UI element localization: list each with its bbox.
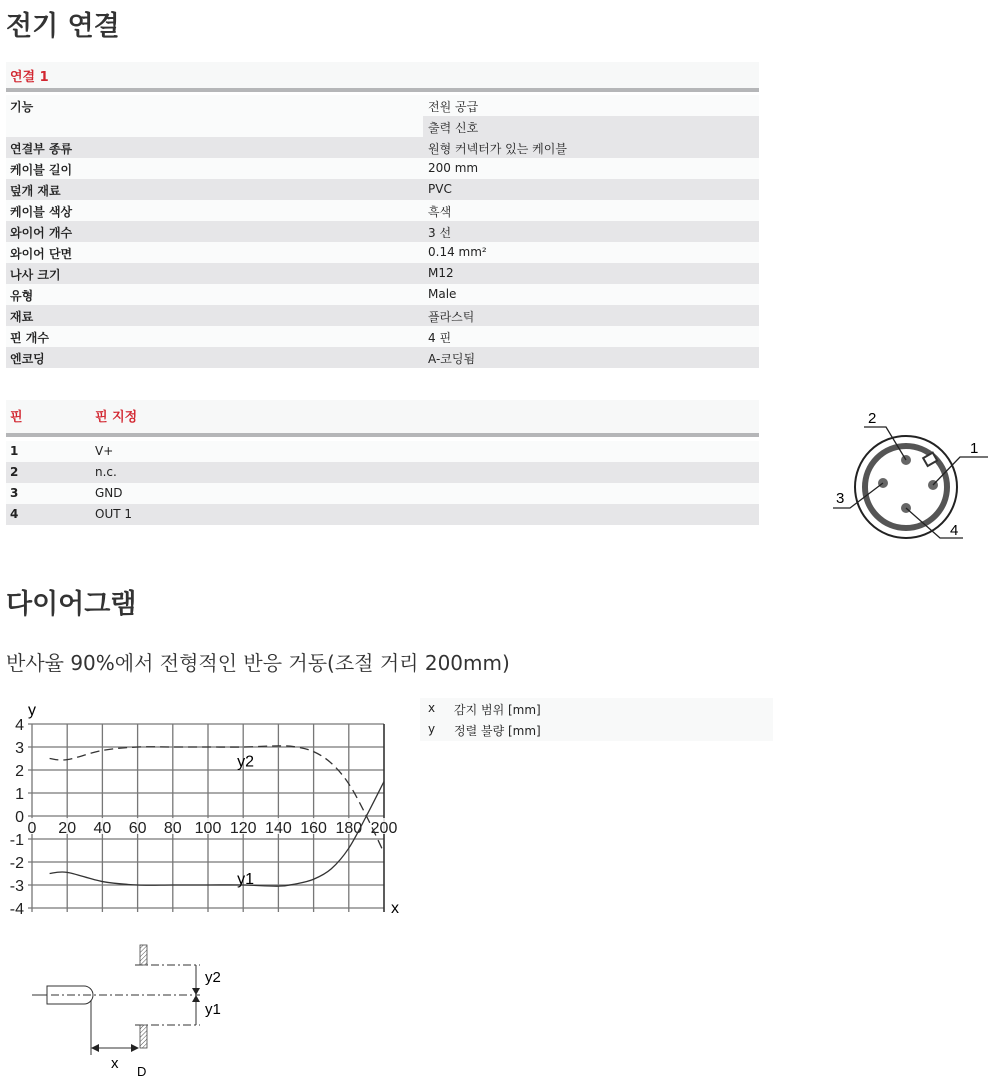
table-row — [6, 137, 759, 158]
row-value: 출력 신호 — [428, 121, 479, 135]
pin-label-4: 4 — [950, 522, 959, 539]
pin-header-pin: 핀 — [10, 410, 23, 425]
y-tick-label: -3 — [9, 878, 24, 895]
table-row — [6, 284, 759, 305]
row-value: A-코딩됨 — [428, 352, 476, 366]
legend-key-y: y — [428, 722, 436, 736]
row-label: 케이블 길이 — [10, 163, 73, 177]
y-tick-label: 0 — [15, 809, 24, 826]
row-label: 와이어 단면 — [10, 247, 73, 261]
row-label: 재료 — [10, 310, 34, 324]
row-label: 연결부 종류 — [10, 142, 73, 156]
row-value: 3 선 — [428, 226, 452, 240]
y-axis-label: y — [28, 702, 36, 719]
table-row — [6, 200, 759, 221]
diagram-subtitle: 반사율 90%에서 전형적인 반응 거동(조절 거리 200mm) — [6, 651, 510, 675]
row-value: 0.14 mm² — [428, 245, 487, 259]
response-chart — [0, 695, 410, 925]
y-tick-label: -2 — [9, 855, 24, 872]
row-value: 전원 공급 — [428, 100, 479, 114]
pin-label-3: 3 — [836, 490, 845, 507]
row-value: M12 — [428, 266, 454, 280]
connection-header — [6, 62, 759, 92]
table-row — [6, 305, 759, 326]
row-label: 유형 — [10, 289, 34, 303]
x-tick-label: 20 — [58, 820, 77, 837]
legend-text-y: 정렬 불량 [mm] — [454, 724, 541, 738]
y-tick-label: 1 — [15, 786, 24, 803]
pin-assignment: n.c. — [95, 465, 117, 479]
pin-table — [6, 400, 759, 525]
pin-assignment: V+ — [95, 444, 114, 458]
sketch-label-y2: y2 — [205, 969, 221, 986]
pin-row — [6, 462, 759, 483]
x-tick-label: 0 — [27, 820, 37, 837]
connection-header-label: 연결 1 — [10, 70, 49, 85]
electrical-title: 전기 연결 — [6, 11, 120, 42]
x-tick-label: 160 — [300, 820, 327, 837]
sketch-label-x: x — [111, 1055, 119, 1072]
row-label: 와이어 개수 — [10, 226, 73, 240]
pin-row — [6, 504, 759, 525]
legend-text-x: 감지 범위 [mm] — [454, 703, 541, 717]
y-tick-label: -4 — [9, 901, 24, 918]
x-tick-label: 100 — [194, 820, 222, 837]
table-row — [6, 221, 759, 242]
y-tick-label: 3 — [15, 740, 24, 757]
pin-header-assignment: 핀 지정 — [95, 410, 138, 425]
x-tick-label: 140 — [265, 820, 292, 837]
row-label: 엔코딩 — [10, 352, 45, 366]
row-value: 원형 커넥터가 있는 케이블 — [428, 142, 567, 156]
row-label: 핀 개수 — [10, 331, 49, 345]
table-row — [6, 326, 759, 347]
table-row — [6, 263, 759, 284]
measurement-sketch — [25, 940, 245, 1084]
row-value: 플라스틱 — [428, 310, 475, 324]
series-annotation-y1: y1 — [237, 870, 255, 888]
table-row — [6, 179, 759, 200]
pin-number: 2 — [10, 465, 19, 479]
pin-label-2: 2 — [868, 410, 877, 427]
row-value: 흑색 — [428, 205, 452, 219]
x-tick-label: 80 — [163, 820, 182, 837]
row-value: PVC — [428, 182, 452, 196]
row-value: 4 핀 — [428, 331, 452, 345]
table-row — [6, 158, 759, 179]
x-tick-label: 180 — [335, 820, 363, 837]
connection-table — [6, 62, 759, 368]
pin-row — [6, 483, 759, 504]
x-axis-label: x — [391, 900, 399, 917]
row-value: 200 mm — [428, 161, 479, 175]
pin-row — [6, 441, 759, 462]
row-label: 덮개 재료 — [10, 184, 61, 198]
row-label: 케이블 색상 — [10, 205, 73, 219]
diagram-title: 다이어그램 — [6, 589, 137, 620]
row-label: 기능 — [10, 100, 34, 114]
row-value: Male — [428, 287, 457, 301]
x-tick-label: 120 — [229, 820, 257, 837]
connector-pinout-diagram — [828, 405, 997, 545]
table-row — [6, 242, 759, 263]
y-tick-label: -1 — [9, 832, 24, 849]
x-tick-label: 60 — [128, 820, 147, 837]
y-tick-label: 4 — [15, 717, 24, 734]
sketch-label-y1: y1 — [205, 1001, 221, 1018]
pin-header — [6, 400, 759, 437]
y-tick-label: 2 — [15, 763, 24, 780]
x-tick-label: 40 — [93, 820, 112, 837]
x-tick-label: 200 — [370, 820, 398, 837]
series-annotation-y2: y2 — [237, 753, 255, 771]
pin-label-1: 1 — [970, 440, 979, 457]
pin-assignment: OUT 1 — [95, 507, 133, 521]
pin-number: 1 — [10, 444, 19, 458]
row-label: 나사 크기 — [10, 268, 61, 282]
pin-number: 4 — [10, 507, 19, 521]
chart-legend — [420, 698, 773, 741]
pin-number: 3 — [10, 486, 19, 500]
pin-assignment: GND — [95, 486, 123, 500]
table-row — [6, 347, 759, 368]
legend-key-x: x — [428, 701, 436, 715]
sketch-label-d: D — [137, 1064, 147, 1079]
table-row-function — [6, 95, 759, 137]
